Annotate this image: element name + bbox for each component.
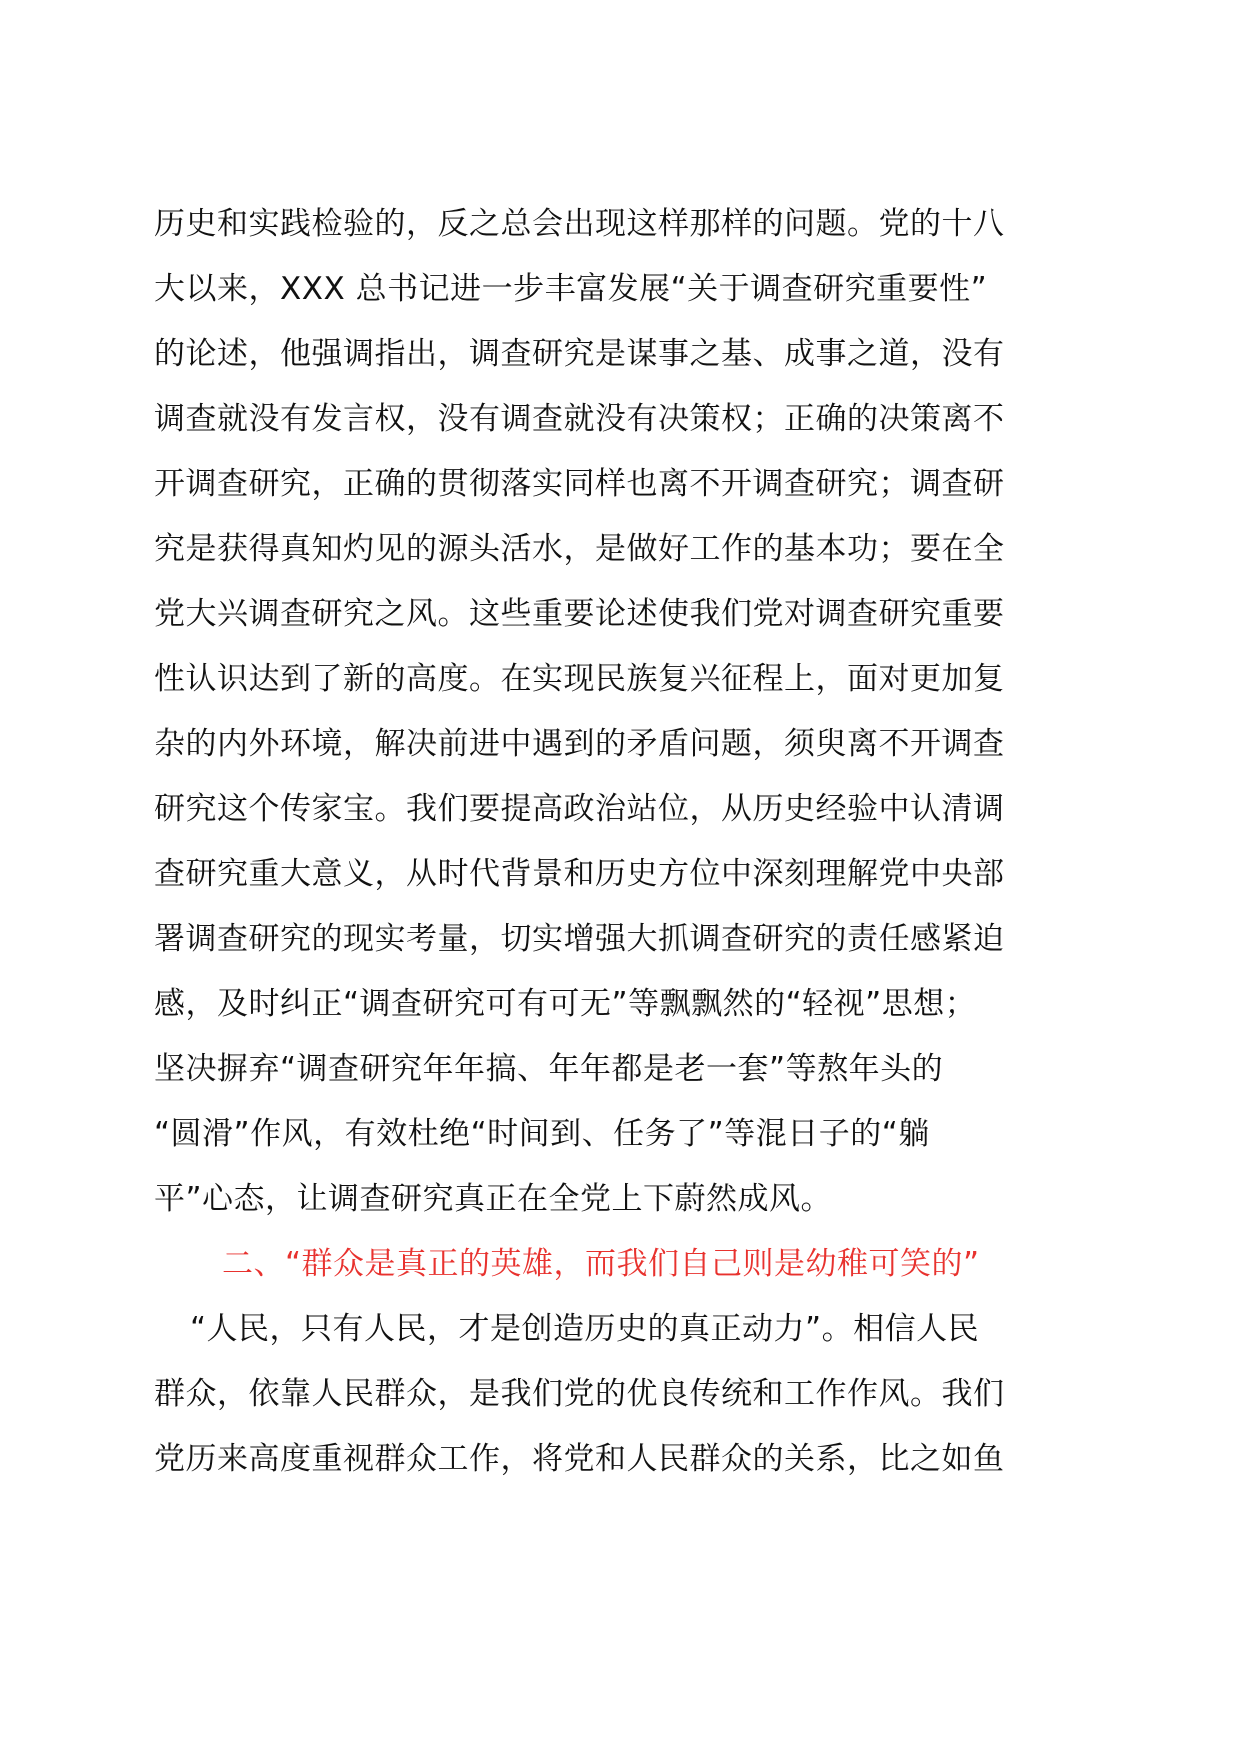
paragraph-line: “圆滑”作风，有效杜绝“时间到、任务了”等混日子的“躺	[154, 1116, 930, 1152]
paragraph-line: 查研究重大意义，从时代背景和历史方位中深刻理解党中央部	[154, 856, 1005, 892]
document-body	[154, 192, 1094, 1492]
paragraph-line: 感，及时纠正“调查研究可有可无”等飘飘然的“轻视”思想；	[154, 986, 977, 1022]
paragraph-line: 研究这个传家宝。我们要提高政治站位，从历史经验中认清调	[154, 791, 1005, 827]
paragraph-line: 杂的内外环境，解决前进中遇到的矛盾问题，须臾离不开调查	[154, 726, 1005, 762]
paragraph-line: 平”心态，让调查研究真正在全党上下蔚然成风。	[154, 1181, 833, 1217]
paragraph-line: 究是获得真知灼见的源头活水，是做好工作的基本功；要在全	[154, 531, 1005, 567]
paragraph-line: 党大兴调查研究之风。这些重要论述使我们党对调查研究重要	[154, 596, 1005, 632]
paragraph-line: 坚决摒弃“调查研究年年搞、年年都是老一套”等熬年头的	[154, 1051, 944, 1087]
paragraph-line: 性认识达到了新的高度。在实现民族复兴征程上，面对更加复	[154, 661, 1005, 697]
paragraph-line: “人民，只有人民，才是创造历史的真正动力”。相信人民	[190, 1311, 980, 1347]
paragraph-line: 的论述，他强调指出，调查研究是谋事之基、成事之道，没有	[154, 336, 1005, 372]
paragraph-line: 开调查研究，正确的贯彻落实同样也离不开调查研究；调查研	[154, 466, 1005, 502]
paragraph-line: 党历来高度重视群众工作，将党和人民群众的关系，比之如鱼	[154, 1441, 1005, 1477]
paragraph-line: 历史和实践检验的，反之总会出现这样那样的问题。党的十八	[154, 206, 1005, 242]
paragraph-line: 调查就没有发言权，没有调查就没有决策权；正确的决策离不	[154, 401, 1005, 437]
paragraph-line: 署调查研究的现实考量，切实增强大抓调查研究的责任感紧迫	[154, 921, 1005, 957]
paragraph-line: 大以来，XXX 总书记进一步丰富发展“关于调查研究重要性”	[154, 271, 988, 307]
section-heading: 二、“群众是真正的英雄，而我们自己则是幼稚可笑的”	[222, 1246, 980, 1282]
paragraph-line: 群众，依靠人民群众，是我们党的优良传统和工作作风。我们	[154, 1376, 1005, 1412]
